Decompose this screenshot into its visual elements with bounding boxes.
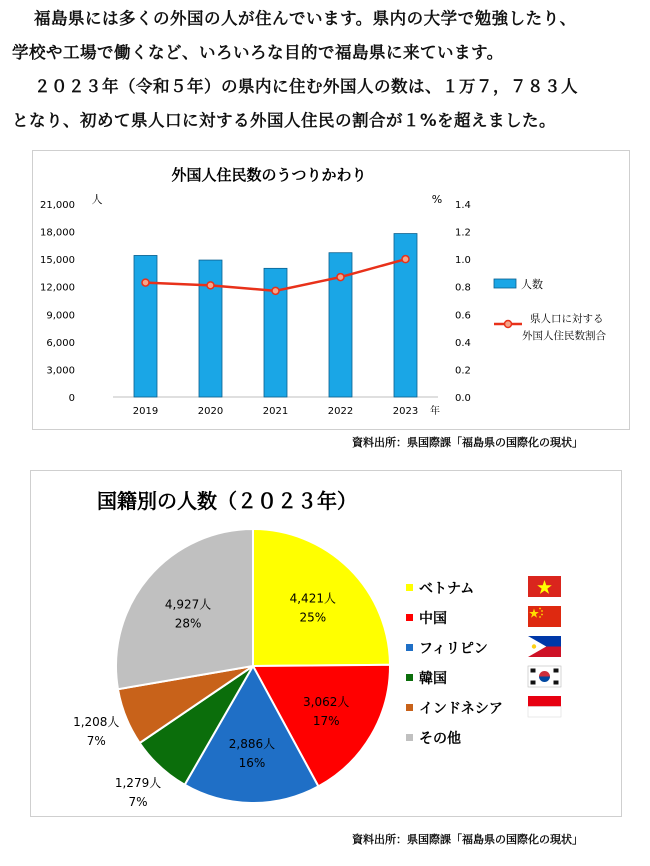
y-right-tick-label: 0.6	[455, 310, 471, 322]
flag-sun	[532, 644, 536, 648]
y-left-unit: 人	[91, 193, 103, 206]
y-left-tick-label: 12,000	[40, 282, 75, 294]
legend-label: ベトナム	[419, 581, 475, 597]
slice-value-label: 4,421人	[289, 591, 336, 606]
intro-line-2: 学校や工場で働くなど、いろいろな目的で福島県に来ています。	[12, 43, 504, 62]
legend-label: その他	[419, 731, 461, 747]
legend-label: 中国	[419, 611, 447, 627]
y-left-tick-label: 9,000	[46, 310, 75, 322]
x-tick-label: 2021	[262, 406, 289, 417]
legend-swatch	[406, 644, 413, 651]
slice-percent-label: 7%	[128, 794, 148, 809]
y-left-tick-label: 18,000	[40, 227, 75, 239]
y-left-tick-label: 3,000	[46, 365, 75, 377]
bar	[199, 260, 222, 397]
intro-line-1: 福島県には多くの外国の人が住んでいます。県内の大学で勉強したり、	[34, 9, 577, 28]
y-left-tick-label: 0	[68, 393, 75, 404]
legend-swatch	[406, 584, 413, 591]
ratio-point	[337, 274, 344, 281]
legend-label: インドネシア	[419, 701, 503, 717]
legend-line-marker	[505, 321, 512, 328]
legend-label: フィリピン	[419, 641, 488, 657]
slice-percent-label: 17%	[312, 714, 340, 729]
slice-value-label: 4,927人	[164, 597, 212, 612]
y-left-tick-label: 21,000	[40, 200, 75, 211]
ratio-point	[272, 287, 279, 294]
chart2-title: 国籍別の人数（２０２３年）	[97, 489, 357, 513]
residents-chart	[33, 151, 629, 429]
slice-percent-label: 25%	[299, 610, 327, 625]
y-right-unit: %	[431, 193, 443, 206]
legend-swatch	[406, 734, 413, 741]
slice-value-label: 1,208人	[73, 715, 120, 730]
y-right-tick-label: 1.0	[455, 255, 471, 267]
indonesia-flag-icon	[528, 696, 561, 717]
legend-line-label-1: 県人口に対する	[530, 313, 604, 325]
slice-percent-label: 7%	[86, 734, 106, 749]
flag-trigram	[554, 669, 559, 673]
intro-paragraph-1	[12, 2, 642, 70]
slice-value-label: 1,279人	[114, 775, 162, 790]
flag-small-star	[539, 616, 541, 618]
y-right-tick-label: 0.4	[455, 337, 471, 349]
vietnam-flag-icon	[528, 576, 561, 597]
legend-bar-label: 人数	[521, 278, 543, 291]
pie-chart-frame	[30, 470, 622, 817]
flag-top	[528, 696, 561, 707]
bar	[134, 255, 157, 397]
flag-small-star	[541, 610, 543, 612]
slice-percent-label: 28%	[174, 616, 202, 631]
intro-line-4: となり、初めて県人口に対する外国人住民の割合が１%を超えました。	[12, 111, 557, 130]
legend-line-label-2: 外国人住民数割合	[522, 330, 606, 342]
ratio-point	[402, 256, 409, 263]
ratio-point	[142, 279, 149, 286]
china-flag-icon	[528, 606, 561, 627]
legend-swatch	[406, 674, 413, 681]
intro-line-3: ２０２３年（令和５年）の県内に住む外国人の数は、１万７，７８３人	[34, 77, 578, 96]
line-bar-chart-frame	[32, 150, 630, 430]
slice-value-label: 3,062人	[303, 695, 350, 710]
legend-bar-swatch	[494, 279, 516, 288]
flag-bottom	[528, 707, 561, 718]
flag-trigram	[554, 681, 559, 685]
y-right-tick-label: 1.4	[455, 200, 471, 211]
y-right-tick-label: 0.0	[455, 393, 471, 404]
flag-trigram	[531, 681, 536, 685]
slice-value-label: 2,886人	[228, 736, 276, 751]
chart1-title: 外国人住民数のうつりかわり	[171, 166, 367, 184]
legend-swatch	[406, 704, 413, 711]
korea-flag-icon	[528, 666, 561, 687]
nationality-pie-chart	[31, 471, 621, 816]
y-right-tick-label: 0.2	[455, 365, 471, 377]
y-right-tick-label: 1.2	[455, 227, 471, 239]
flag-field	[528, 606, 561, 627]
chart1-source: 資料出所：県国際課「福島県の国際化の現状」	[352, 436, 583, 449]
flag-trigram	[531, 669, 536, 673]
legend-label: 韓国	[419, 671, 447, 687]
ratio-point	[207, 282, 214, 289]
y-right-tick-label: 0.8	[455, 282, 471, 294]
y-left-tick-label: 6,000	[46, 337, 75, 349]
flag-small-star	[539, 608, 541, 610]
slice-percent-label: 16%	[238, 755, 266, 770]
chart2-source: 資料出所：県国際課「福島県の国際化の現状」	[352, 833, 583, 846]
legend-swatch	[406, 614, 413, 621]
philippines-flag-icon	[528, 636, 561, 657]
x-tick-label: 2022	[327, 406, 354, 417]
x-tick-label: 2023	[392, 406, 419, 417]
x-axis-unit: 年	[430, 406, 440, 417]
y-left-tick-label: 15,000	[40, 255, 75, 267]
flag-small-star	[541, 614, 543, 616]
x-tick-label: 2019	[132, 406, 159, 417]
intro-paragraph-2	[12, 70, 642, 138]
x-tick-label: 2020	[197, 406, 224, 417]
